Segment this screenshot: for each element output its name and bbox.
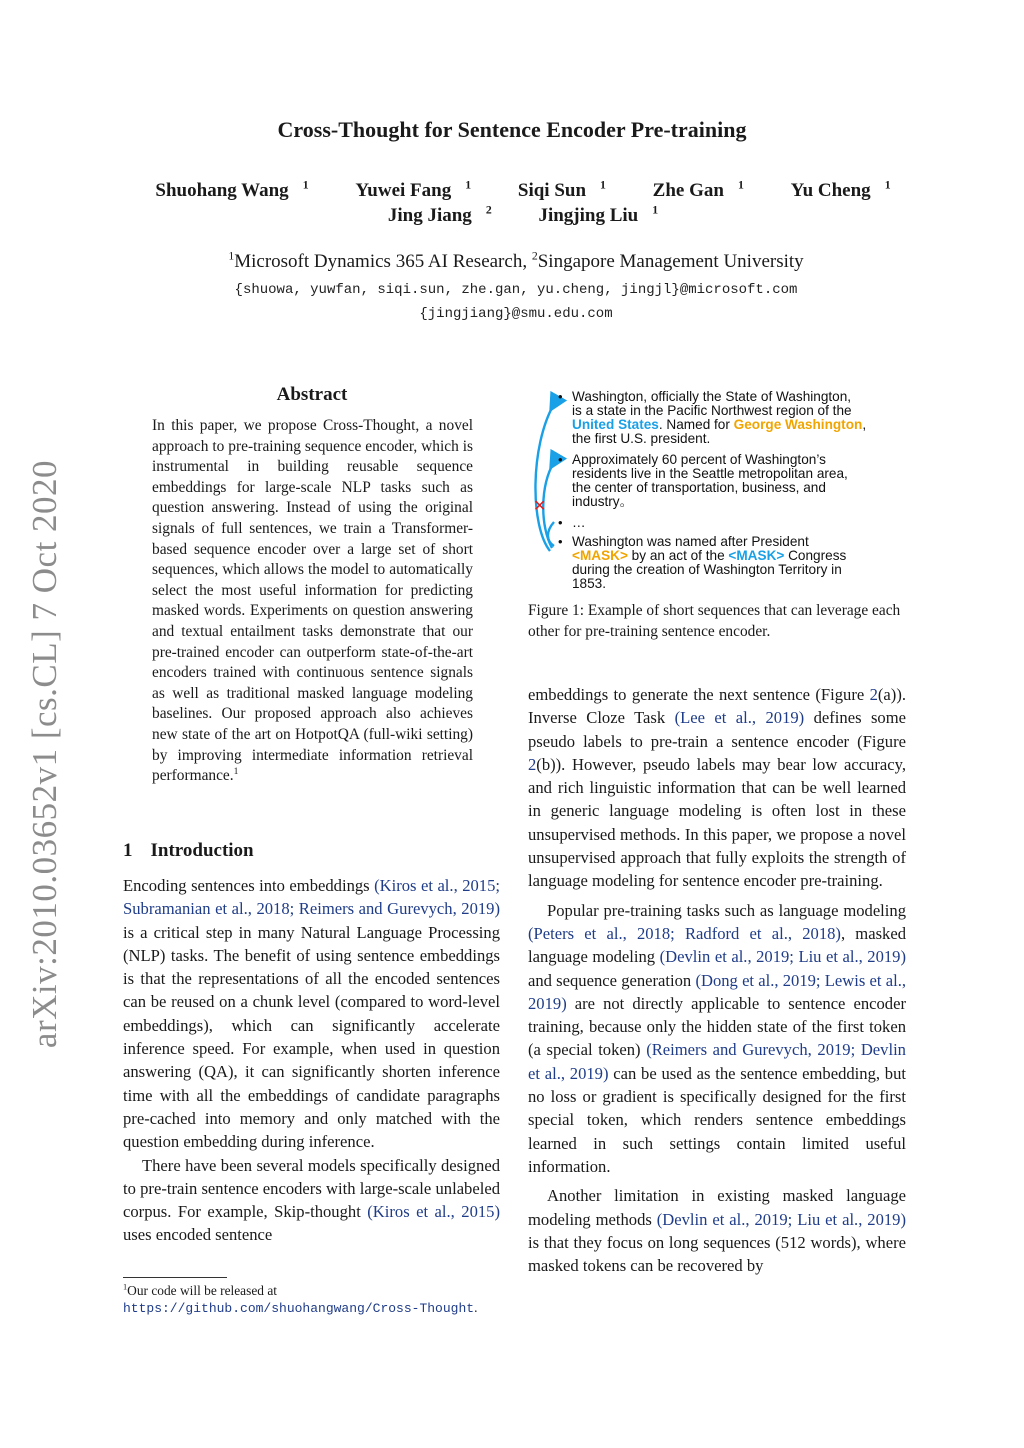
bullet-icon: • — [558, 534, 563, 549]
code-url-link[interactable]: https://github.com/shuohangwang/Cross-Thought — [123, 1301, 475, 1316]
abstract-body: In this paper, we propose Cross-Thought, a novel approach to pre-training sequence encoder, which is instrumental in building reusable sequence embeddings for large-scale NLP tasks such as question answering. Instead of using the original signals of full sentences, we train a Transformer-based sequence encoder over a large set of short sequences, which allows the model to automatically select the most useful information for predicting masked words. Experiments on question answering and textual entailment tasks demonstrate that our pre-trained encoder can outperform state-of-the-art encoders trained with continuous sentence signals as well as traditional masked language modeling baselines. Our proposed approach also achieves new state of the art on HotpotQA (full-wiki setting) by improving intermediate information retrieval performance.$^1$ — [152, 417, 473, 785]
author: Zhe Gan $^1$ — [652, 178, 744, 201]
mask-token: <MASK> — [572, 548, 628, 563]
text-run: is a critical step in many Natural Language Processing (NLP) tasks. The benefit of using sentence embeddings is that the representations of all the encoded sentences can be reused on a chunk level (compared to word-level embeddings), which can significantly accelerate inference speed. For example, when used in question answering (QA), it can significantly shorten inference time with all the embeddings of candidate paragraphs pre-cached into memory and only matched with the question embedding during inference. — [123, 922, 500, 1152]
paragraph — [528, 1184, 906, 1277]
citation-link[interactable]: 2 — [528, 754, 537, 774]
left-column-text — [123, 874, 500, 1247]
citation-link[interactable]: (Devlin et al., 2019; Liu et al., 2019) — [659, 947, 907, 967]
right-column-text — [528, 683, 906, 1277]
footnote-rule — [123, 1277, 227, 1278]
paper-title: Cross-Thought for Sentence Encoder Pre-training — [277, 117, 747, 142]
footnote: $^1$Our code will be released at https://github.com/shuohangwang/Cross-Thought. — [123, 1282, 478, 1316]
text-run: (b)). However, pseudo labels may bear low accuracy, and rich linguistic information that can be well learned in generic language modeling is often lost in these unsupervised methods. In this paper, we propose a novel unsupervised approach that fully exploits the strength of language modeling for sentence encoder pre-training. — [528, 754, 906, 891]
text-run: embeddings to generate the next sentence (Figure — [528, 685, 870, 704]
citation-link[interactable]: 2 — [869, 685, 878, 704]
citation-link[interactable]: (Peters et al., 2018; Radford et al., 2018) — [528, 923, 841, 943]
bullet-icon: • — [558, 452, 563, 467]
text-run: defines some pseudo labels to pre-train a sentence encoder (Figure — [528, 708, 906, 751]
citation-link[interactable]: (Dong et al., 2019; Lewis et al., 2019) — [528, 970, 906, 1013]
author: Jing Jiang $^2$ — [387, 203, 492, 226]
figure-1: ✕ • Washington, officially the State of Washington, is a state in the Pacific Northwest region of the United States. Named for George Washington, the first U.S. president. • Approximately 60 percent of Washington’s residents live in the Seattle metropolitan area, the center of transportation, business, and industry。 • … • Washington was named after President <MASK> by an act of the <MASK> Congress during the creation of Washington Territory in 1853. — [528, 386, 906, 596]
section-heading-introduction: 1 Introduction — [123, 840, 254, 861]
text-run: There have been several models specifically designed to pre-train sentence encoders with large-scale unlabeled corpus. For example, Skip-thought — [123, 1155, 500, 1222]
email-line-1: {shuowa, yuwfan, siqi.sun, zhe.gan, yu.cheng, jingjl}@microsoft.com — [234, 282, 798, 298]
figure-caption: Figure 1: Example of short sequences that can leverage each other for pre-training sentence encoder. — [528, 602, 901, 640]
abstract-heading: Abstract — [276, 384, 348, 405]
paragraph — [528, 683, 906, 893]
authors-line-1 — [0, 180, 1024, 202]
affiliations: $^1$Microsoft Dynamics 365 AI Research, $^2$Singapore Management University — [228, 249, 804, 272]
arxiv-stamp: arXiv:2010.03652v1 [cs.CL] 7 Oct 2020 — [25, 459, 64, 1049]
paragraph — [123, 874, 500, 1154]
author: Yuwei Fang $^1$ — [355, 178, 472, 201]
text-run: Another limitation in existing masked language modeling methods — [528, 1186, 906, 1229]
text-run: uses encoded sentence — [123, 1225, 273, 1245]
author: Jingjing Liu $^1$ — [538, 203, 659, 226]
author: Siqi Sun $^1$ — [517, 178, 606, 201]
bullet-icon: • — [558, 389, 563, 404]
footnote-mark[interactable]: 1 — [233, 765, 239, 777]
arrow-dots-to-mask — [548, 522, 554, 546]
author: Shuohang Wang $^1$ — [155, 178, 309, 201]
author: Yu Cheng $^1$ — [790, 178, 891, 201]
email-line-2: {jingjiang}@smu.edu.com — [419, 306, 613, 322]
cross-icon: ✕ — [533, 498, 547, 515]
text-run: Popular pre-training tasks such as language modeling — [547, 900, 906, 920]
text-run: and sequence generation — [528, 970, 696, 990]
authors-line-2 — [0, 205, 1024, 227]
mask-token: <MASK> — [728, 548, 785, 563]
text-run: can be used as the sentence embedding, but no loss or gradient is specifically designed for the first special token, which renders sentence embeddings learned in such settings contain limited useful information. — [528, 1063, 906, 1176]
text-run: is that they focus on long sequences (512 words), where masked tokens can be recovered by — [528, 1232, 906, 1276]
text-run: , masked language modeling — [528, 923, 906, 967]
paragraph — [123, 1154, 500, 1247]
citation-link[interactable]: (Devlin et al., 2019; Liu et al., 2019) — [656, 1209, 906, 1229]
text-run: are not directly applicable to sentence encoder training, because only the hidden state of the first token (a special token) — [528, 993, 906, 1060]
text-run: Encoding sentences into embeddings — [123, 876, 375, 895]
citation-link[interactable]: (Reimers and Gurevych, 2019; Devlin et al., 2019) — [528, 1040, 906, 1083]
citation-link[interactable]: (Kiros et al., 2015) — [367, 1202, 500, 1222]
citation-link[interactable]: (Lee et al., 2019) — [674, 708, 805, 728]
paragraph — [528, 899, 906, 1179]
bullet-icon: • — [558, 515, 563, 530]
citation-link[interactable]: (Kiros et al., 2015; Subramanian et al., 2018; Reimers and Gurevych, 2019) — [123, 876, 500, 919]
text-run: (a)). Inverse Cloze Task — [528, 685, 906, 728]
